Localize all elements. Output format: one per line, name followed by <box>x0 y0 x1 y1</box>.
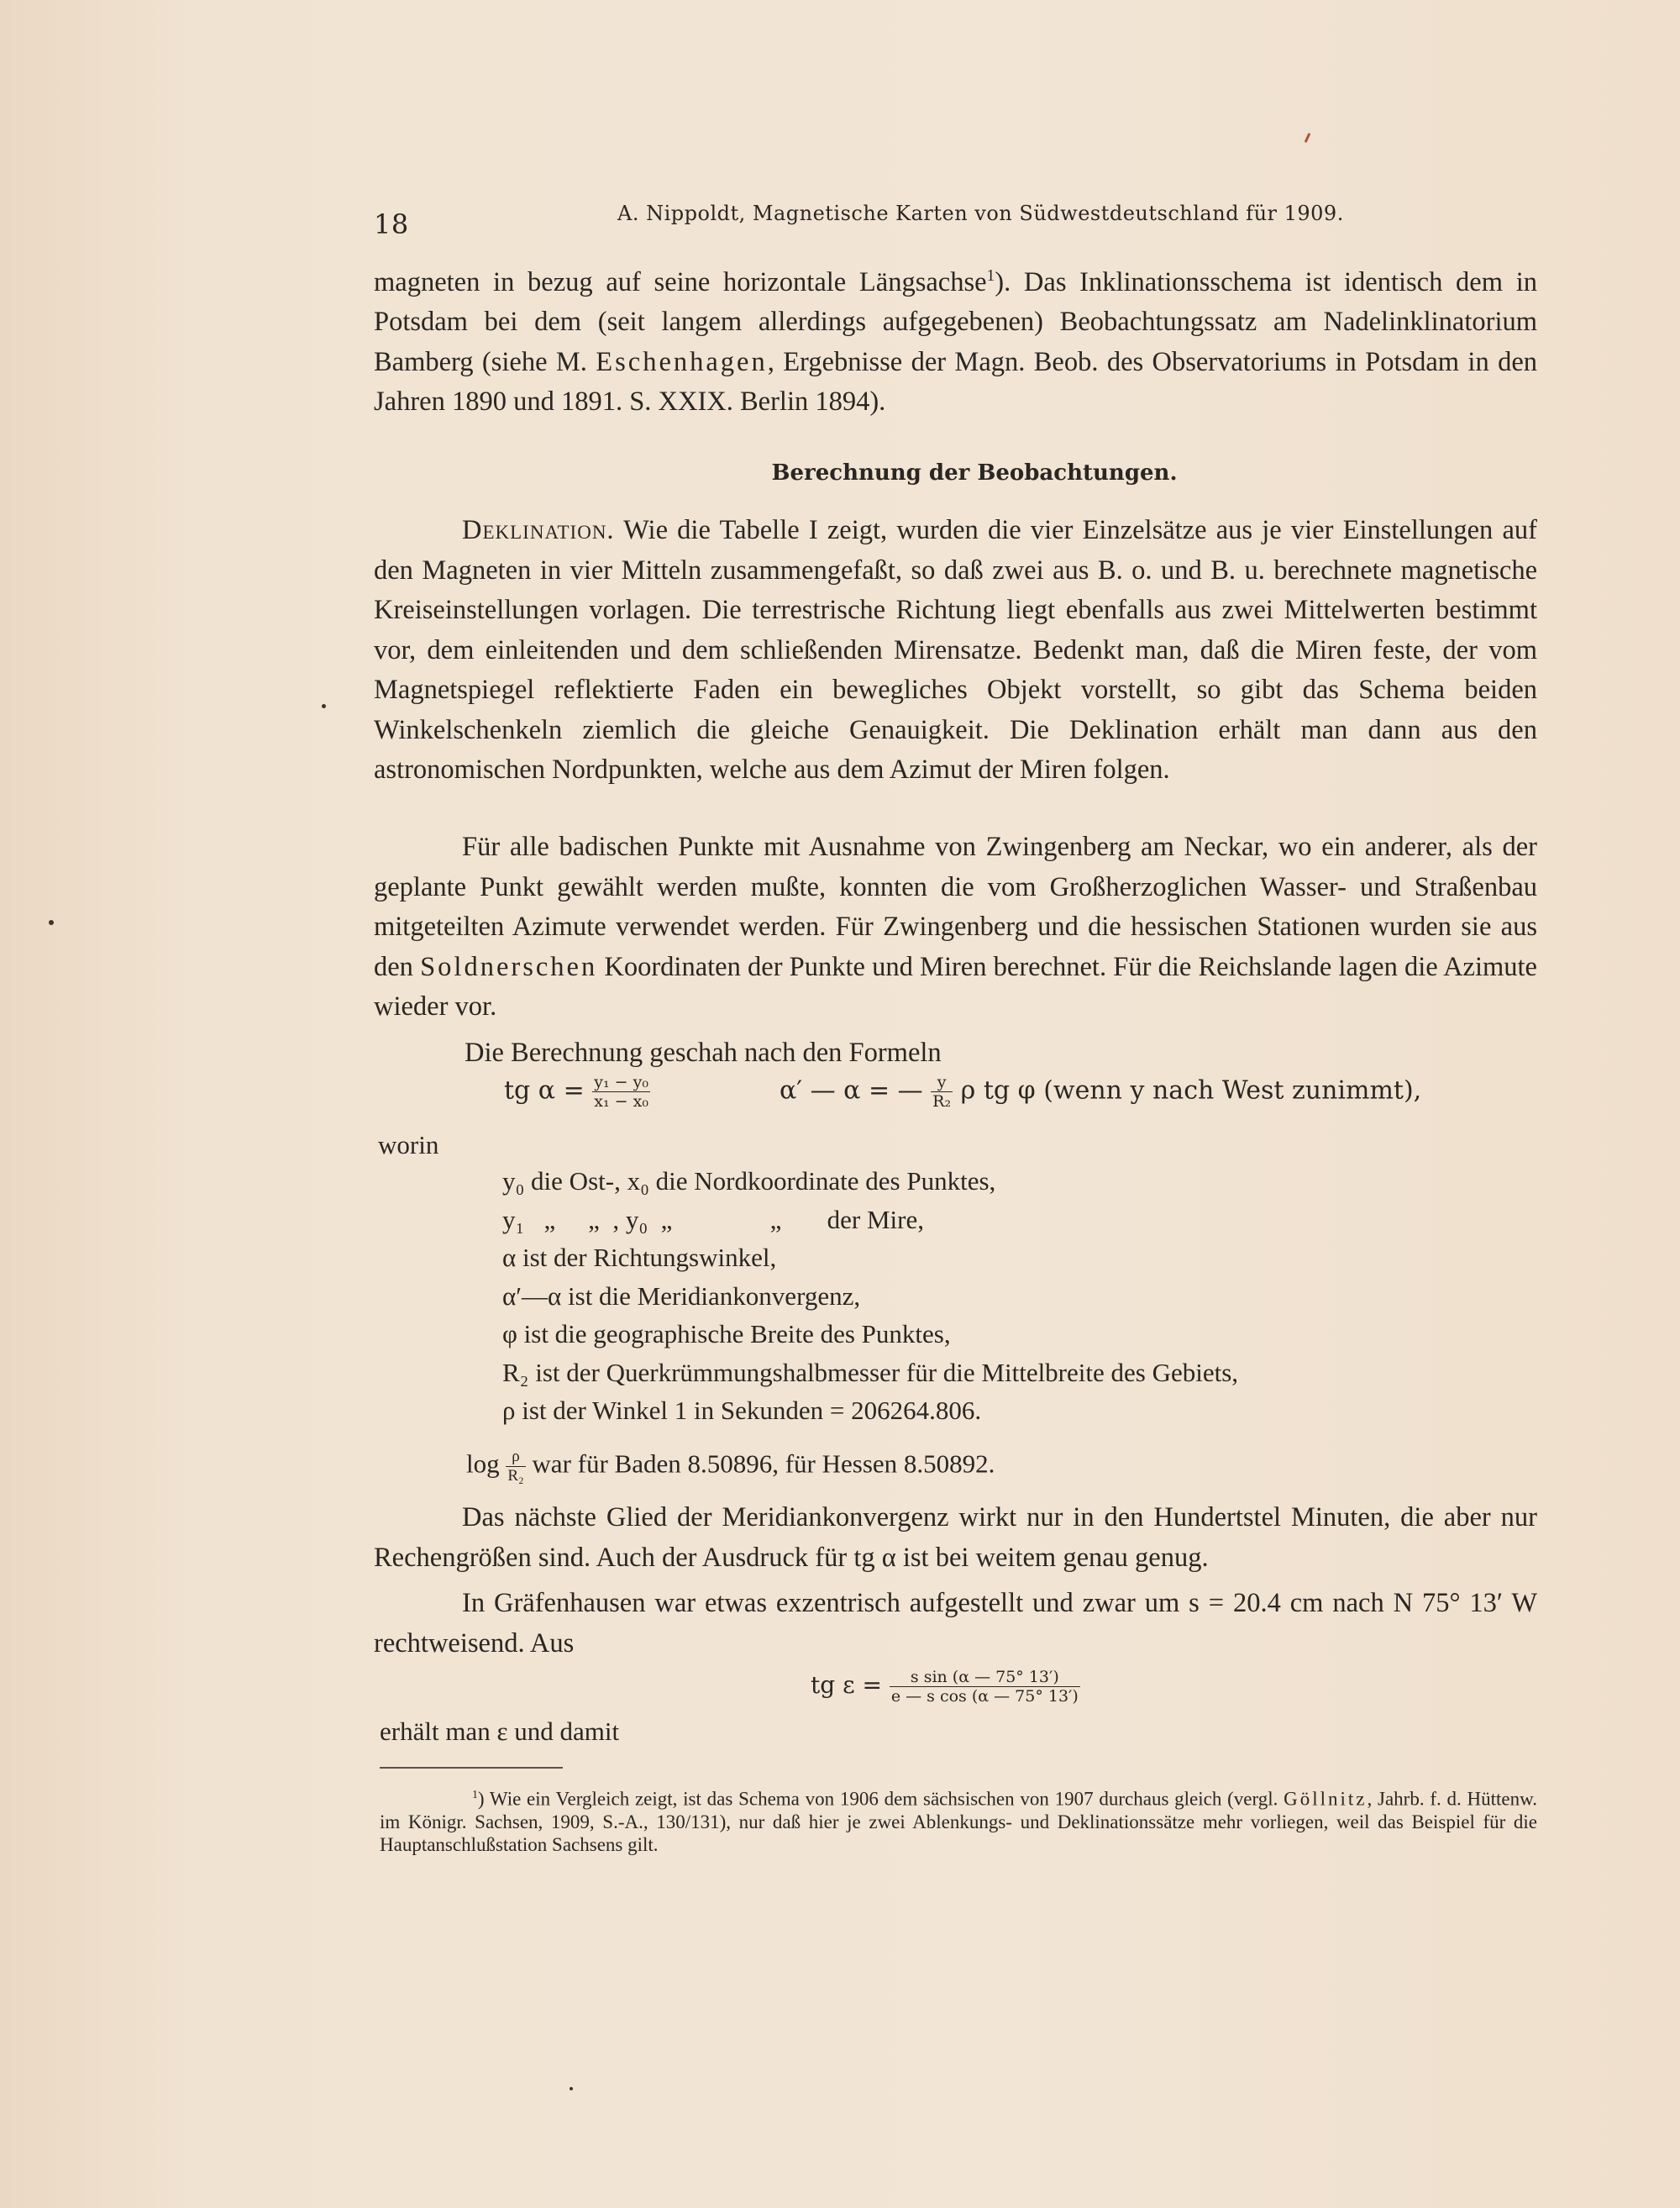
footnote-ref: 1 <box>986 267 995 285</box>
definition-item: R₂ ist der Querkrümmungshalbmesser für die Mittelbreite des Gebiets, <box>502 1357 1239 1387</box>
paragraph-2: Deklination. Wie die Tabelle I zeigt, wurden die vier Einzelsätze aus je vier Einstellungen auf den Magneten in vier Mitteln zusammengefaßt, so daß zwei aus B. o. und B. u. berechnete magnetische Kreiseinstellungen vorlagen. Die terrestrische Richtung liegt ebenfalls aus zwei Mittelwerten bestimmt vor, dem einleitenden und dem schließenden Mirensatze. Bedenkt man, daß die Miren feste, der vom Magnetspiegel reflektierte Faden ein bewegliches Objekt vorstellt, so gibt das Schema beiden Winkelschenkeln ziemlich die gleiche Genauigkeit. Die Deklination erhält man dann aus den astronomischen Nordpunkten, welche aus dem Azimut der Miren folgen. <box>374 515 1537 785</box>
ink-speck <box>570 2087 573 2090</box>
ink-speck <box>322 704 326 708</box>
paragraph-5: Das nächste Glied der Meridiankonvergenz wirkt nur in den Hundertstel Minuten, die aber nur Rechengrößen sind. Auch der Ausdruck für tg α ist bei weitem genau genug. <box>374 1502 1537 1573</box>
run-in-heading: Deklination. <box>462 515 615 545</box>
goellnitz-name: Göllnitz <box>1284 1788 1368 1810</box>
footnote-mark: 1 <box>472 1788 478 1801</box>
formula-tg-alpha: tg α = $\frac{\text{y₁ − y₀}}{\text{x₁ − x₀}}$ <box>504 1073 648 1111</box>
definitions-list <box>502 1162 1552 1430</box>
ink-mark <box>1305 133 1311 143</box>
formula-meridian-convergence: α′ — α = — $\frac{y}{\text{R₂}}$ ρ tg φ (wenn y nach West zunimmt), <box>780 1073 1422 1111</box>
footnote: $^1$) Wie ein Vergleich zeigt, ist das Schema von 1906 dem sächsischen von 1907 durchaus gleich (vergl. Göllnitz, Jahrb. f. d. Hüttenw. im Königr. Sachsen, 1909, S.-A., 130/131), nur daß hier je zwei Ablenkungs- und Deklinationssätze mehr vorliegen, weil das Beispiel für die Hauptanschlußstation Sachsens gilt. <box>380 1788 1537 1855</box>
ink-speck <box>49 920 54 925</box>
definition-item: φ ist die geographische Breite des Punktes, <box>502 1319 951 1348</box>
section-heading: Berechnung der Beobachtungen. <box>771 460 1178 486</box>
author-name: Eschenhagen <box>596 346 768 377</box>
paragraph-1: magneten in bezug auf seine horizontale Längsachse$^1$). Das Inklinationsschema ist identisch dem in Potsdam bei dem (seit langem allerdings aufgegebenen) Beobachtungssatz am Nadelinklinatorium Bamberg (siehe M. Eschenhagen, Ergebnisse der Magn. Beob. des Observatoriums in Potsdam in den Jahren 1890 und 1891. S. XXIX. Berlin 1894). <box>374 266 1537 418</box>
paragraph-3: Für alle badischen Punkte mit Ausnahme von Zwingenberg am Neckar, wo ein anderer, als der geplante Punkt gewählt werden mußte, konnten die vom Großherzoglichen Wasser- und Straßenbau mitgeteilten Azimute verwendet werden. Für Zwingenberg und die hessischen Stationen wurden sie aus den Soldnerschen Koordinaten der Punkte und Miren berechnet. Für die Reichslande lagen die Azimute wieder vor. <box>374 832 1537 1022</box>
formula-tg-epsilon: tg ε = $\frac{\text{s sin (α — 75° 13′)}}{\text{e — s cos (α — 75° 13′)}}$ <box>811 1668 1079 1706</box>
log-formula: log $\frac{\rho}{\text{R₂}}$ war für Baden 8.50896, für Hessen 8.50892. <box>466 1448 995 1485</box>
running-title: A. Nippoldt, Magnetische Karten von Südwestdeutschland für 1909. <box>617 202 1344 225</box>
paragraph-4: Die Berechnung geschah nach den Formeln <box>465 1038 942 1068</box>
paragraph-6: In Gräfenhausen war etwas exzentrisch aufgestellt und zwar um s = 20.4 cm nach N 75° 13′ W rechtweisend. Aus <box>374 1588 1537 1659</box>
page-number: 18 <box>374 208 409 240</box>
definition-item: y₀ die Ost-, x₀ die Nordkoordinate des Punktes, <box>502 1166 996 1196</box>
definition-item: ρ ist der Winkel 1 in Sekunden = 206264.806. <box>502 1396 982 1425</box>
footnote-divider <box>380 1767 563 1769</box>
definition-item: y₁ „ „ , y₀ „ „ der Mire, <box>502 1204 924 1234</box>
definition-item: α′—α ist die Meridiankonvergenz, <box>502 1280 861 1311</box>
worin-label: worin <box>378 1130 439 1159</box>
soldner-name: Soldnerschen <box>420 951 598 982</box>
erhaelt-line: erhält man ε und damit <box>380 1716 620 1746</box>
definition-item: α ist der Richtungswinkel, <box>502 1243 777 1272</box>
